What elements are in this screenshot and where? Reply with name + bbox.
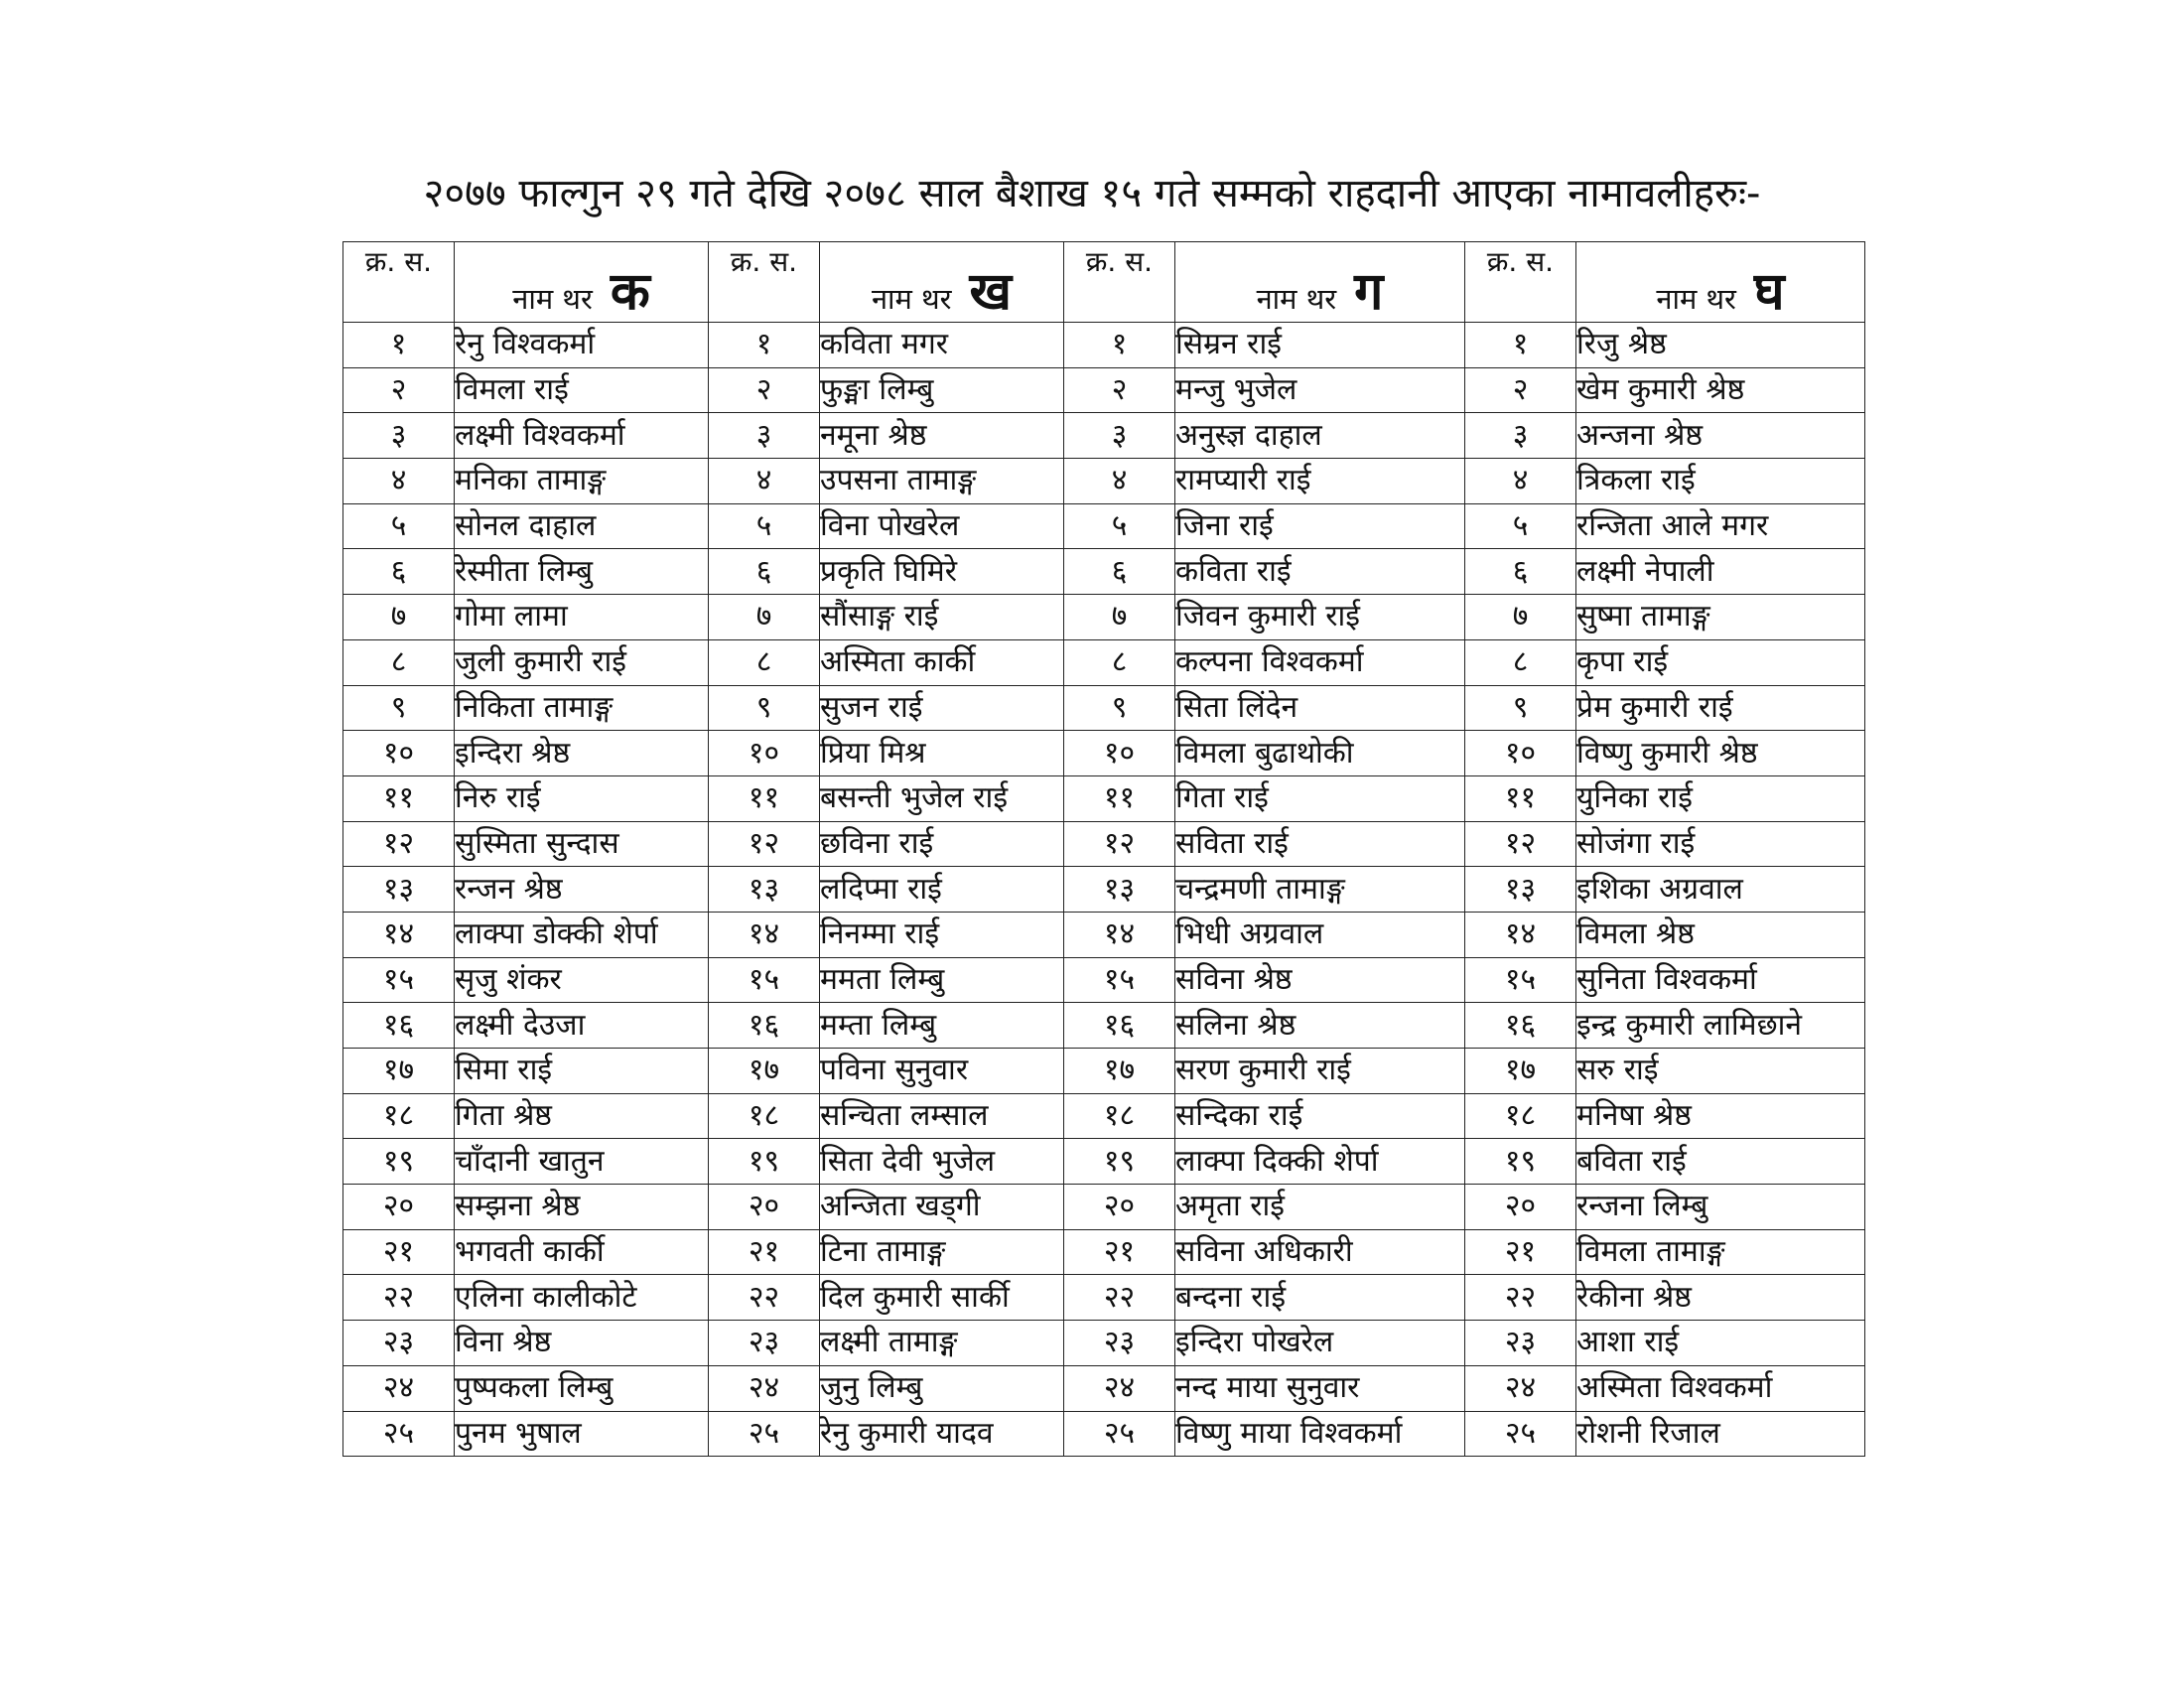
serial-number-cell: १३ <box>1465 867 1576 913</box>
table-row <box>343 549 1865 595</box>
serial-number-cell: १७ <box>1465 1049 1576 1094</box>
serial-number-cell: ९ <box>1465 685 1576 731</box>
name-cell: सृजु शंकर <box>455 957 709 1003</box>
serial-number-cell: २२ <box>709 1275 820 1321</box>
name-cell: अमृता राई <box>1175 1185 1465 1230</box>
table-row <box>343 413 1865 459</box>
name-cell: लाक्पा डोक्की शेर्पा <box>455 912 709 957</box>
serial-number-cell: ७ <box>1064 595 1175 640</box>
serial-number-cell: १९ <box>709 1139 820 1185</box>
name-cell: अन्जना श्रेष्ठ <box>1576 413 1865 459</box>
name-cell: रेस्मीता लिम्बु <box>455 549 709 595</box>
name-cell: बसन्ती भुजेल राई <box>820 775 1064 821</box>
name-cell: सलिना श्रेष्ठ <box>1175 1003 1465 1049</box>
name-cell: विष्णु कुमारी श्रेष्ठ <box>1576 731 1865 776</box>
group-letter-ka: क <box>610 262 650 322</box>
serial-number-cell: १८ <box>1465 1093 1576 1139</box>
serial-number-cell: ८ <box>1064 639 1175 685</box>
name-header-group-ka <box>455 242 709 323</box>
name-cell: गिता राई <box>1175 775 1465 821</box>
serial-number-header: क्र. स. <box>343 242 455 323</box>
table-row <box>343 1185 1865 1230</box>
serial-number-cell: १८ <box>1064 1093 1175 1139</box>
name-cell: पुनम भुषाल <box>455 1411 709 1457</box>
name-cell: सम्झना श्रेष्ठ <box>455 1185 709 1230</box>
name-cell: सविना अधिकारी <box>1175 1229 1465 1275</box>
serial-number-cell: २५ <box>1064 1411 1175 1457</box>
serial-number-cell: २ <box>709 367 820 413</box>
name-cell: जुनु लिम्बु <box>820 1365 1064 1411</box>
name-cell: निकिता तामाङ्ग <box>455 685 709 731</box>
name-cell: जिवन कुमारी राई <box>1175 595 1465 640</box>
serial-number-cell: ८ <box>709 639 820 685</box>
name-cell: फुङ्मा लिम्बु <box>820 367 1064 413</box>
name-cell: लक्ष्मी तामाङ्ग <box>820 1321 1064 1366</box>
serial-number-cell: १२ <box>1465 821 1576 867</box>
name-cell: मम्ता लिम्बु <box>820 1003 1064 1049</box>
serial-number-cell: २२ <box>343 1275 455 1321</box>
serial-number-cell: ५ <box>709 503 820 549</box>
serial-number-cell: १२ <box>709 821 820 867</box>
name-cell: भिधी अग्रवाल <box>1175 912 1465 957</box>
name-cell: कविता राई <box>1175 549 1465 595</box>
name-cell: सुनिता विश्वकर्मा <box>1576 957 1865 1003</box>
serial-number-cell: १५ <box>709 957 820 1003</box>
name-cell: नमूना श्रेष्ठ <box>820 413 1064 459</box>
serial-number-cell: ६ <box>1465 549 1576 595</box>
name-cell: सिता लिंदेन <box>1175 685 1465 731</box>
name-cell: भगवती कार्की <box>455 1229 709 1275</box>
name-cell: विमला बुढाथोकी <box>1175 731 1465 776</box>
serial-number-cell: २२ <box>1064 1275 1175 1321</box>
name-cell: लक्ष्मी नेपाली <box>1576 549 1865 595</box>
serial-number-cell: २१ <box>343 1229 455 1275</box>
name-cell: मनिका तामाङ्ग <box>455 459 709 504</box>
serial-number-cell: ९ <box>709 685 820 731</box>
table-row <box>343 367 1865 413</box>
table-row <box>343 1049 1865 1094</box>
page-title: २०७७ फाल्गुन २९ गते देखि २०७८ साल बैशाख १५ गते सम्मको राहदानी आएका नामावलीहरुः- <box>423 171 1761 216</box>
serial-number-cell: ४ <box>1465 459 1576 504</box>
serial-number-cell: १७ <box>343 1049 455 1094</box>
name-header-label: नाम थर <box>512 282 593 316</box>
serial-number-cell: १४ <box>1064 912 1175 957</box>
serial-number-cell: ७ <box>343 595 455 640</box>
serial-number-cell: २३ <box>343 1321 455 1366</box>
name-cell: इशिका अग्रवाल <box>1576 867 1865 913</box>
table-row <box>343 1411 1865 1457</box>
name-cell: सन्चिता लम्साल <box>820 1093 1064 1139</box>
group-letter-kha: ख <box>969 262 1013 322</box>
serial-number-header: क्र. स. <box>1465 242 1576 323</box>
serial-number-cell: १० <box>709 731 820 776</box>
header-row <box>343 242 1865 323</box>
serial-number-cell: ३ <box>709 413 820 459</box>
serial-number-cell: १२ <box>1064 821 1175 867</box>
name-cell: सविना श्रेष्ठ <box>1175 957 1465 1003</box>
name-cell: अन्जिता खड्गी <box>820 1185 1064 1230</box>
name-cell: सोजंगा राई <box>1576 821 1865 867</box>
name-cell: बन्दना राई <box>1175 1275 1465 1321</box>
name-cell: सन्दिका राई <box>1175 1093 1465 1139</box>
serial-number-cell: १४ <box>709 912 820 957</box>
serial-number-cell: २२ <box>1465 1275 1576 1321</box>
name-cell: चाँदानी खातुन <box>455 1139 709 1185</box>
serial-number-cell: ११ <box>1465 775 1576 821</box>
name-cell: जुली कुमारी राई <box>455 639 709 685</box>
name-header-group-kha <box>820 242 1064 323</box>
serial-number-cell: १० <box>1064 731 1175 776</box>
serial-number-cell: ५ <box>343 503 455 549</box>
serial-number-header: क्र. स. <box>709 242 820 323</box>
name-cell: छविना राई <box>820 821 1064 867</box>
serial-number-cell: १३ <box>1064 867 1175 913</box>
name-cell: सविता राई <box>1175 821 1465 867</box>
group-letter-gha: घ <box>1753 262 1785 322</box>
serial-number-cell: २० <box>343 1185 455 1230</box>
table-row <box>343 775 1865 821</box>
serial-number-cell: १५ <box>1064 957 1175 1003</box>
table-row <box>343 459 1865 504</box>
serial-number-cell: १० <box>1465 731 1576 776</box>
table-row <box>343 503 1865 549</box>
table-row <box>343 821 1865 867</box>
serial-number-cell: १० <box>343 731 455 776</box>
serial-number-cell: २३ <box>1465 1321 1576 1366</box>
table-row <box>343 957 1865 1003</box>
name-cell: उपसना तामाङ्ग <box>820 459 1064 504</box>
serial-number-cell: २ <box>343 367 455 413</box>
name-cell: विमला राई <box>455 367 709 413</box>
serial-number-cell: ६ <box>709 549 820 595</box>
name-cell: एलिना कालीकोटे <box>455 1275 709 1321</box>
serial-number-cell: २५ <box>343 1411 455 1457</box>
serial-number-cell: ३ <box>343 413 455 459</box>
name-cell: अस्मिता विश्वकर्मा <box>1576 1365 1865 1411</box>
table-row <box>343 323 1865 368</box>
name-cell: पुष्पकला लिम्बु <box>455 1365 709 1411</box>
serial-number-cell: १८ <box>343 1093 455 1139</box>
serial-number-cell: २ <box>1064 367 1175 413</box>
name-cell: रेनु कुमारी यादव <box>820 1411 1064 1457</box>
serial-number-cell: १६ <box>1064 1003 1175 1049</box>
serial-number-cell: २४ <box>709 1365 820 1411</box>
table-row <box>343 1003 1865 1049</box>
serial-number-cell: १३ <box>709 867 820 913</box>
name-cell: सौंसाङ्ग राई <box>820 595 1064 640</box>
name-cell: गोमा लामा <box>455 595 709 640</box>
name-cell: सरण कुमारी राई <box>1175 1049 1465 1094</box>
serial-number-cell: ५ <box>1064 503 1175 549</box>
serial-number-cell: ४ <box>343 459 455 504</box>
table-row <box>343 1321 1865 1366</box>
serial-number-cell: १६ <box>1465 1003 1576 1049</box>
name-cell: सुजन राई <box>820 685 1064 731</box>
name-cell: मनिषा श्रेष्ठ <box>1576 1093 1865 1139</box>
name-cell: रेकीना श्रेष्ठ <box>1576 1275 1865 1321</box>
name-cell: टिना तामाङ्ग <box>820 1229 1064 1275</box>
table-row <box>343 1229 1865 1275</box>
serial-number-cell: ६ <box>1064 549 1175 595</box>
serial-number-cell: ५ <box>1465 503 1576 549</box>
name-cell: इन्दिरा पोखरेल <box>1175 1321 1465 1366</box>
serial-number-cell: १२ <box>343 821 455 867</box>
name-cell: निरु राई <box>455 775 709 821</box>
name-cell: पविना सुनुवार <box>820 1049 1064 1094</box>
name-cell: इन्दिरा श्रेष्ठ <box>455 731 709 776</box>
name-cell: सोनल दाहाल <box>455 503 709 549</box>
serial-number-cell: ९ <box>1064 685 1175 731</box>
serial-number-cell: २४ <box>1465 1365 1576 1411</box>
serial-number-cell: २ <box>1465 367 1576 413</box>
serial-number-cell: १५ <box>343 957 455 1003</box>
name-cell: सिम्रन राई <box>1175 323 1465 368</box>
table-row <box>343 685 1865 731</box>
name-cell: कल्पना विश्वकर्मा <box>1175 639 1465 685</box>
serial-number-cell: १४ <box>343 912 455 957</box>
serial-number-cell: १४ <box>1465 912 1576 957</box>
name-cell: रामप्यारी राई <box>1175 459 1465 504</box>
name-cell: लदिप्मा राई <box>820 867 1064 913</box>
name-cell: रेनु विश्वकर्मा <box>455 323 709 368</box>
name-cell: विष्णु माया विश्वकर्मा <box>1175 1411 1465 1457</box>
serial-number-cell: ३ <box>1465 413 1576 459</box>
serial-number-cell: १९ <box>1064 1139 1175 1185</box>
name-cell: सिमा राई <box>455 1049 709 1094</box>
name-cell: विना श्रेष्ठ <box>455 1321 709 1366</box>
serial-number-cell: ३ <box>1064 413 1175 459</box>
name-cell: मन्जु भुजेल <box>1175 367 1465 413</box>
name-cell: गिता श्रेष्ठ <box>455 1093 709 1139</box>
serial-number-cell: ४ <box>1064 459 1175 504</box>
table-row <box>343 1093 1865 1139</box>
name-cell: लक्ष्मी विश्वकर्मा <box>455 413 709 459</box>
table-body <box>343 323 1865 1457</box>
serial-number-cell: १३ <box>343 867 455 913</box>
name-cell: सुस्मिता सुन्दास <box>455 821 709 867</box>
serial-number-cell: २१ <box>1465 1229 1576 1275</box>
name-cell: रिजु श्रेष्ठ <box>1576 323 1865 368</box>
name-header-label: नाम थर <box>1656 282 1736 316</box>
name-cell: लक्ष्मी देउजा <box>455 1003 709 1049</box>
name-cell: विना पोखरेल <box>820 503 1064 549</box>
name-header-group-gha <box>1576 242 1865 323</box>
table-row <box>343 1139 1865 1185</box>
serial-number-cell: ८ <box>1465 639 1576 685</box>
name-header-group-ga <box>1175 242 1465 323</box>
table-row <box>343 1275 1865 1321</box>
serial-number-cell: २० <box>709 1185 820 1230</box>
table-row <box>343 912 1865 957</box>
name-cell: निनम्मा राई <box>820 912 1064 957</box>
serial-number-cell: २५ <box>1465 1411 1576 1457</box>
serial-number-cell: १७ <box>1064 1049 1175 1094</box>
name-cell: अस्मिता कार्की <box>820 639 1064 685</box>
serial-number-cell: ११ <box>1064 775 1175 821</box>
serial-number-header: क्र. स. <box>1064 242 1175 323</box>
name-cell: आशा राई <box>1576 1321 1865 1366</box>
serial-number-cell: २३ <box>709 1321 820 1366</box>
serial-number-cell: २१ <box>709 1229 820 1275</box>
serial-number-cell: २४ <box>1064 1365 1175 1411</box>
name-header-label: नाम थर <box>1256 282 1337 316</box>
name-cell: रन्जना लिम्बु <box>1576 1185 1865 1230</box>
serial-number-cell: २० <box>1465 1185 1576 1230</box>
name-cell: ममता लिम्बु <box>820 957 1064 1003</box>
passport-name-table <box>342 241 1865 1457</box>
serial-number-cell: २३ <box>1064 1321 1175 1366</box>
name-cell: अनुस्ज्ञ दाहाल <box>1175 413 1465 459</box>
name-cell: विमला तामाङ्ग <box>1576 1229 1865 1275</box>
serial-number-cell: १६ <box>709 1003 820 1049</box>
name-cell: रन्जिता आले मगर <box>1576 503 1865 549</box>
name-cell: विमला श्रेष्ठ <box>1576 912 1865 957</box>
serial-number-cell: ११ <box>709 775 820 821</box>
serial-number-cell: ९ <box>343 685 455 731</box>
serial-number-cell: १९ <box>343 1139 455 1185</box>
name-cell: प्रकृति घिमिरे <box>820 549 1064 595</box>
name-header-label: नाम थर <box>871 282 952 316</box>
serial-number-cell: ७ <box>1465 595 1576 640</box>
serial-number-cell: २४ <box>343 1365 455 1411</box>
serial-number-cell: १९ <box>1465 1139 1576 1185</box>
name-cell: युनिका राई <box>1576 775 1865 821</box>
table-row <box>343 1365 1865 1411</box>
group-letter-ga: ग <box>1354 262 1384 322</box>
serial-number-cell: ६ <box>343 549 455 595</box>
name-cell: कृपा राई <box>1576 639 1865 685</box>
serial-number-cell: १८ <box>709 1093 820 1139</box>
serial-number-cell: ४ <box>709 459 820 504</box>
serial-number-cell: १५ <box>1465 957 1576 1003</box>
serial-number-cell: १ <box>709 323 820 368</box>
name-cell: नन्द माया सुनुवार <box>1175 1365 1465 1411</box>
serial-number-cell: १६ <box>343 1003 455 1049</box>
serial-number-cell: ८ <box>343 639 455 685</box>
table-row <box>343 595 1865 640</box>
serial-number-cell: १ <box>1465 323 1576 368</box>
name-cell: सरु राई <box>1576 1049 1865 1094</box>
name-cell: बविता राई <box>1576 1139 1865 1185</box>
serial-number-cell: २१ <box>1064 1229 1175 1275</box>
name-cell: जिना राई <box>1175 503 1465 549</box>
serial-number-cell: १ <box>343 323 455 368</box>
serial-number-cell: २५ <box>709 1411 820 1457</box>
name-cell: दिल कुमारी सार्की <box>820 1275 1064 1321</box>
name-cell: त्रिकला राई <box>1576 459 1865 504</box>
serial-number-cell: २० <box>1064 1185 1175 1230</box>
name-cell: प्रिया मिश्र <box>820 731 1064 776</box>
serial-number-cell: ११ <box>343 775 455 821</box>
name-cell: कविता मगर <box>820 323 1064 368</box>
table-row <box>343 867 1865 913</box>
name-cell: इन्द्र कुमारी लामिछाने <box>1576 1003 1865 1049</box>
name-cell: चन्द्रमणी तामाङ्ग <box>1175 867 1465 913</box>
table-header <box>343 242 1865 323</box>
name-cell: रन्जन श्रेष्ठ <box>455 867 709 913</box>
table-row <box>343 639 1865 685</box>
name-cell: लाक्पा दिक्की शेर्पा <box>1175 1139 1465 1185</box>
serial-number-cell: १ <box>1064 323 1175 368</box>
table-row <box>343 731 1865 776</box>
name-cell: सुष्मा तामाङ्ग <box>1576 595 1865 640</box>
name-cell: खेम कुमारी श्रेष्ठ <box>1576 367 1865 413</box>
serial-number-cell: १७ <box>709 1049 820 1094</box>
name-cell: सिता देवी भुजेल <box>820 1139 1064 1185</box>
name-cell: प्रेम कुमारी राई <box>1576 685 1865 731</box>
serial-number-cell: ७ <box>709 595 820 640</box>
name-cell: रोशनी रिजाल <box>1576 1411 1865 1457</box>
